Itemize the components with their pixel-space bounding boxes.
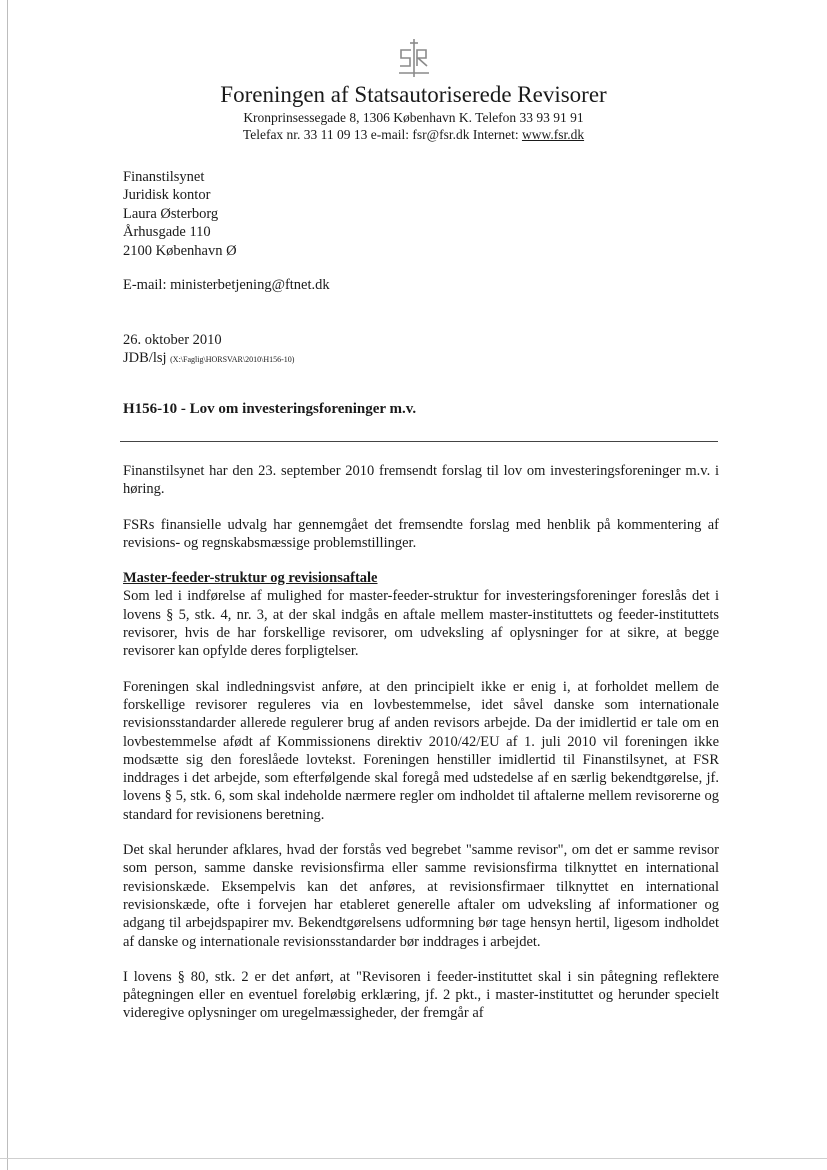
recipient-line: Laura Østerborg <box>123 205 219 222</box>
scan-edge-bottom <box>0 1158 827 1159</box>
website-link[interactable]: www.fsr.dk <box>521 127 585 142</box>
reference-path: (X:\Faglig\HORSVAR\2010\H156-10) <box>170 355 295 364</box>
fsr-monogram-icon <box>396 38 432 78</box>
scan-edge-left <box>7 0 8 1170</box>
paragraph: Som led i indførelse af mulighed for master-feeder-struktur for investeringsforeninger foreslås det i lovens § 5, stk. 4, nr. 3, at der skal indgås en aftale mellem master-instituttets og feeder-instituttets revisorer, hvis de har forskellige revisorer, om udveksling af oplysninger for at sikre, at begge revisorer kan opfylde deres forpligtelser. <box>123 588 719 660</box>
recipient-email: E-mail: ministerbetjening@ftnet.dk <box>123 277 330 293</box>
organization-name: Foreningen af Statsautoriserede Revisorer <box>220 82 607 107</box>
letter-date: 26. oktober 2010 <box>123 332 222 348</box>
organization-address: Kronprinsessegade 8, 1306 København K. Telefon 33 93 91 91 <box>243 110 584 125</box>
recipient-line: 2100 København Ø <box>123 242 237 259</box>
recipient-line: Juridisk kontor <box>123 187 211 204</box>
recipient-line: Århusgade 110 <box>123 224 211 241</box>
reference-initials: JDB/lsj <box>123 350 167 366</box>
recipient-line: Finanstilsynet <box>123 169 205 185</box>
organization-contact <box>0 127 827 143</box>
letter-body <box>123 462 719 1040</box>
paragraph: Det skal herunder afklares, hvad der forstås ved begrebet "samme revisor", om det er samme revisor som person, samme danske revisionsfirma eller samme revisionsfirma tilknyttet en international revisionskæde. Eksempelvis kan det anføres, at revisionsfirmaer tilknyttet en international revisionskæde, ofte i forvejen har etableret generelle aftaler om udveksling af informationer og adgang til arbejdspapirer mv. Bekendtgørelsens udformning bør tage hensyn hertil, ligesom indholdet af danske og internationale revisionsstandarder bør inddrages i arbejdet. <box>123 842 719 950</box>
paragraph: Foreningen skal indledningsvist anføre, at den principielt ikke er enig i, at forholdet mellem de forskellige revisorer reguleres via en lovbestemmelse, idet såvel danske som internationale revisionsstandarder allerede regulerer brug af anden revisors arbejde. Da der imidlertid er tale om en lovbestemmelse afødt af Kommissionens direktiv 2010/42/EU af 1. juli 2010 vil foreningen ikke modsætte sig den foreslåede lovtekst. Foreningen henstiller imidlertid til Finanstilsynet, at FSR inddrages i det arbejde, som efterfølgende skal foregå med udstedelse af en særlig bekendtgørelse, jf. lovens § 5, stk. 6, som skal indeholde nærmere regler om indholdet til aftalerne mellem revisorerne og standard for revisionens beretning. <box>123 678 719 823</box>
contact-fax-email: Telefax nr. 33 11 09 13 e-mail: fsr@fsr.dk Internet: <box>242 127 522 142</box>
divider <box>120 441 718 442</box>
paragraph: Finanstilsynet har den 23. september 2010 fremsendt forslag til lov om investeringsforeninger m.v. i høring. <box>123 463 719 498</box>
recipient-address <box>123 168 237 260</box>
section-heading: Master-feeder-struktur og revisionsaftale <box>123 570 378 587</box>
letter-subject: H156-10 - Lov om investeringsforeninger m.v. <box>123 401 417 417</box>
paragraph: FSRs finansielle udvalg har gennemgået det fremsendte forslag med henblik på kommentering af revisions- og regnskabsmæssige problemstillinger. <box>123 516 719 551</box>
reference-line <box>123 350 294 367</box>
paragraph: I lovens § 80, stk. 2 er det anført, at "Revisoren i feeder-instituttet skal i sin påtegning reflektere påtegningen eller en eventuel foreløbig erklæring, jf. 2 pkt., i master-instituttet og herunder specielt videregive oplysninger om uregelmæssigheder, der fremgår af <box>123 968 719 1022</box>
